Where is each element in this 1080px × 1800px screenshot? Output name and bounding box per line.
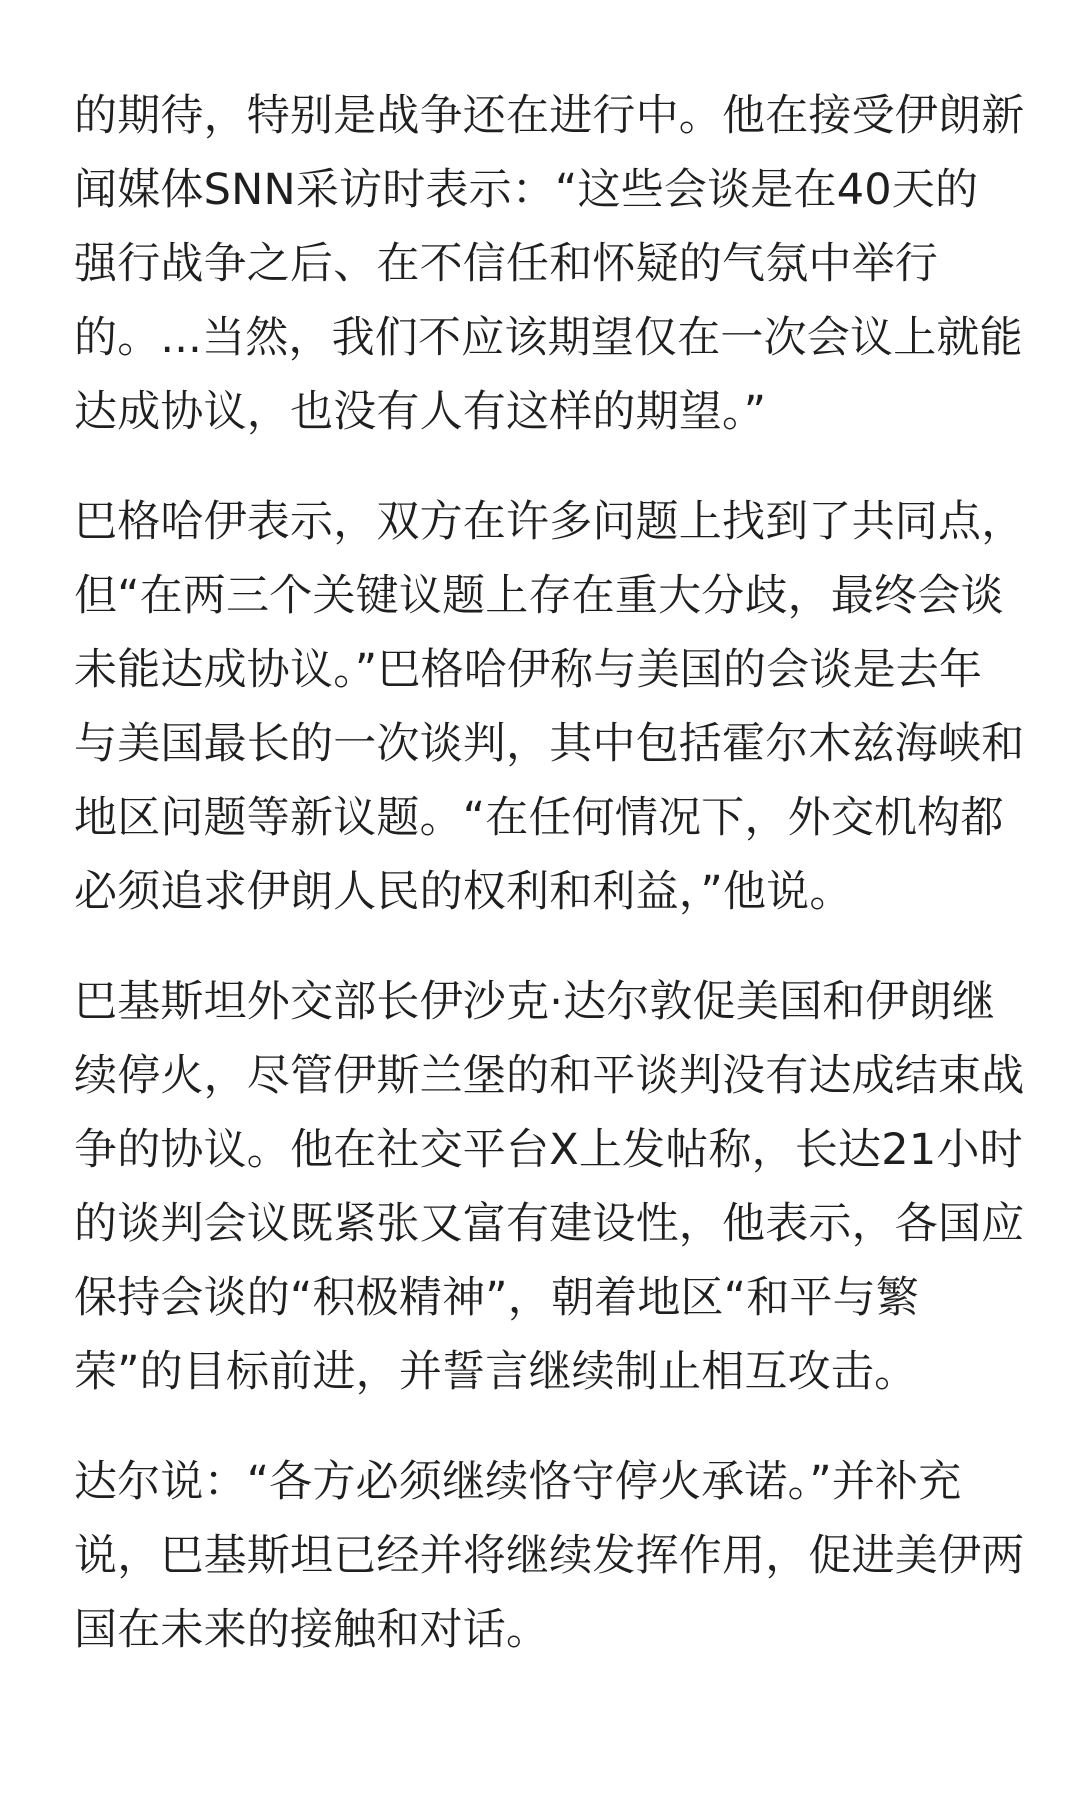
paragraph-1 [74, 79, 1025, 449]
paragraph-line: 保持会谈的“积极精神”，朝着地区“和平与繁 [74, 1273, 920, 1323]
paragraph-line: 未能达成协议。”巴格哈伊称与美国的会谈是去年 [74, 645, 983, 695]
paragraph-line: 闻媒体SNN采访时表示：“这些会谈是在40天的 [74, 165, 979, 215]
paragraph-line: 的期待，特别是战争还在进行中。他在接受伊朗新 [74, 91, 1025, 141]
paragraph-line: 的谈判会议既紧张又富有建设性，他表示，各国应 [74, 1199, 1025, 1249]
paragraph-line: 达成协议，也没有人有这样的期望。” [74, 387, 767, 437]
paragraph-line: 说，巴基斯坦已经并将继续发挥作用，促进美伊两 [74, 1531, 1025, 1581]
paragraph-line: 争的协议。他在社交平台X上发帖称，长达21小时 [74, 1125, 1023, 1175]
paragraph-3 [74, 965, 1025, 1409]
paragraph-line: 与美国最长的一次谈判，其中包括霍尔木兹海峡和 [74, 719, 1025, 769]
paragraph-line: 地区问题等新议题。“在任何情况下，外交机构都 [74, 793, 1004, 843]
paragraph-2 [74, 485, 1025, 929]
paragraph-4 [74, 1445, 1025, 1667]
paragraph-line: 达尔说：“各方必须继续恪守停火承诺。”并补充 [74, 1457, 962, 1507]
paragraph-line: 续停火，尽管伊斯兰堡的和平谈判没有达成结束战 [74, 1051, 1025, 1101]
paragraph-line: 巴格哈伊表示，双方在许多问题上找到了共同点， [74, 497, 1025, 547]
paragraph-line: 但“在两三个关键议题上存在重大分歧，最终会谈 [74, 571, 1004, 621]
paragraph-line: 荣”的目标前进，并誓言继续制止相互攻击。 [74, 1347, 918, 1397]
paragraph-line: 强行战争之后、在不信任和怀疑的气氛中举行 [74, 239, 938, 289]
paragraph-line: 巴基斯坦外交部长伊沙克·达尔敦促美国和伊朗继 [74, 977, 996, 1027]
paragraph-line: 国在未来的接触和对话。 [74, 1605, 550, 1655]
paragraph-line: 的。...当然，我们不应该期望仅在一次会议上就能 [74, 313, 1023, 363]
paragraph-line: 必须追求伊朗人民的权利和利益，”他说。 [74, 867, 853, 917]
